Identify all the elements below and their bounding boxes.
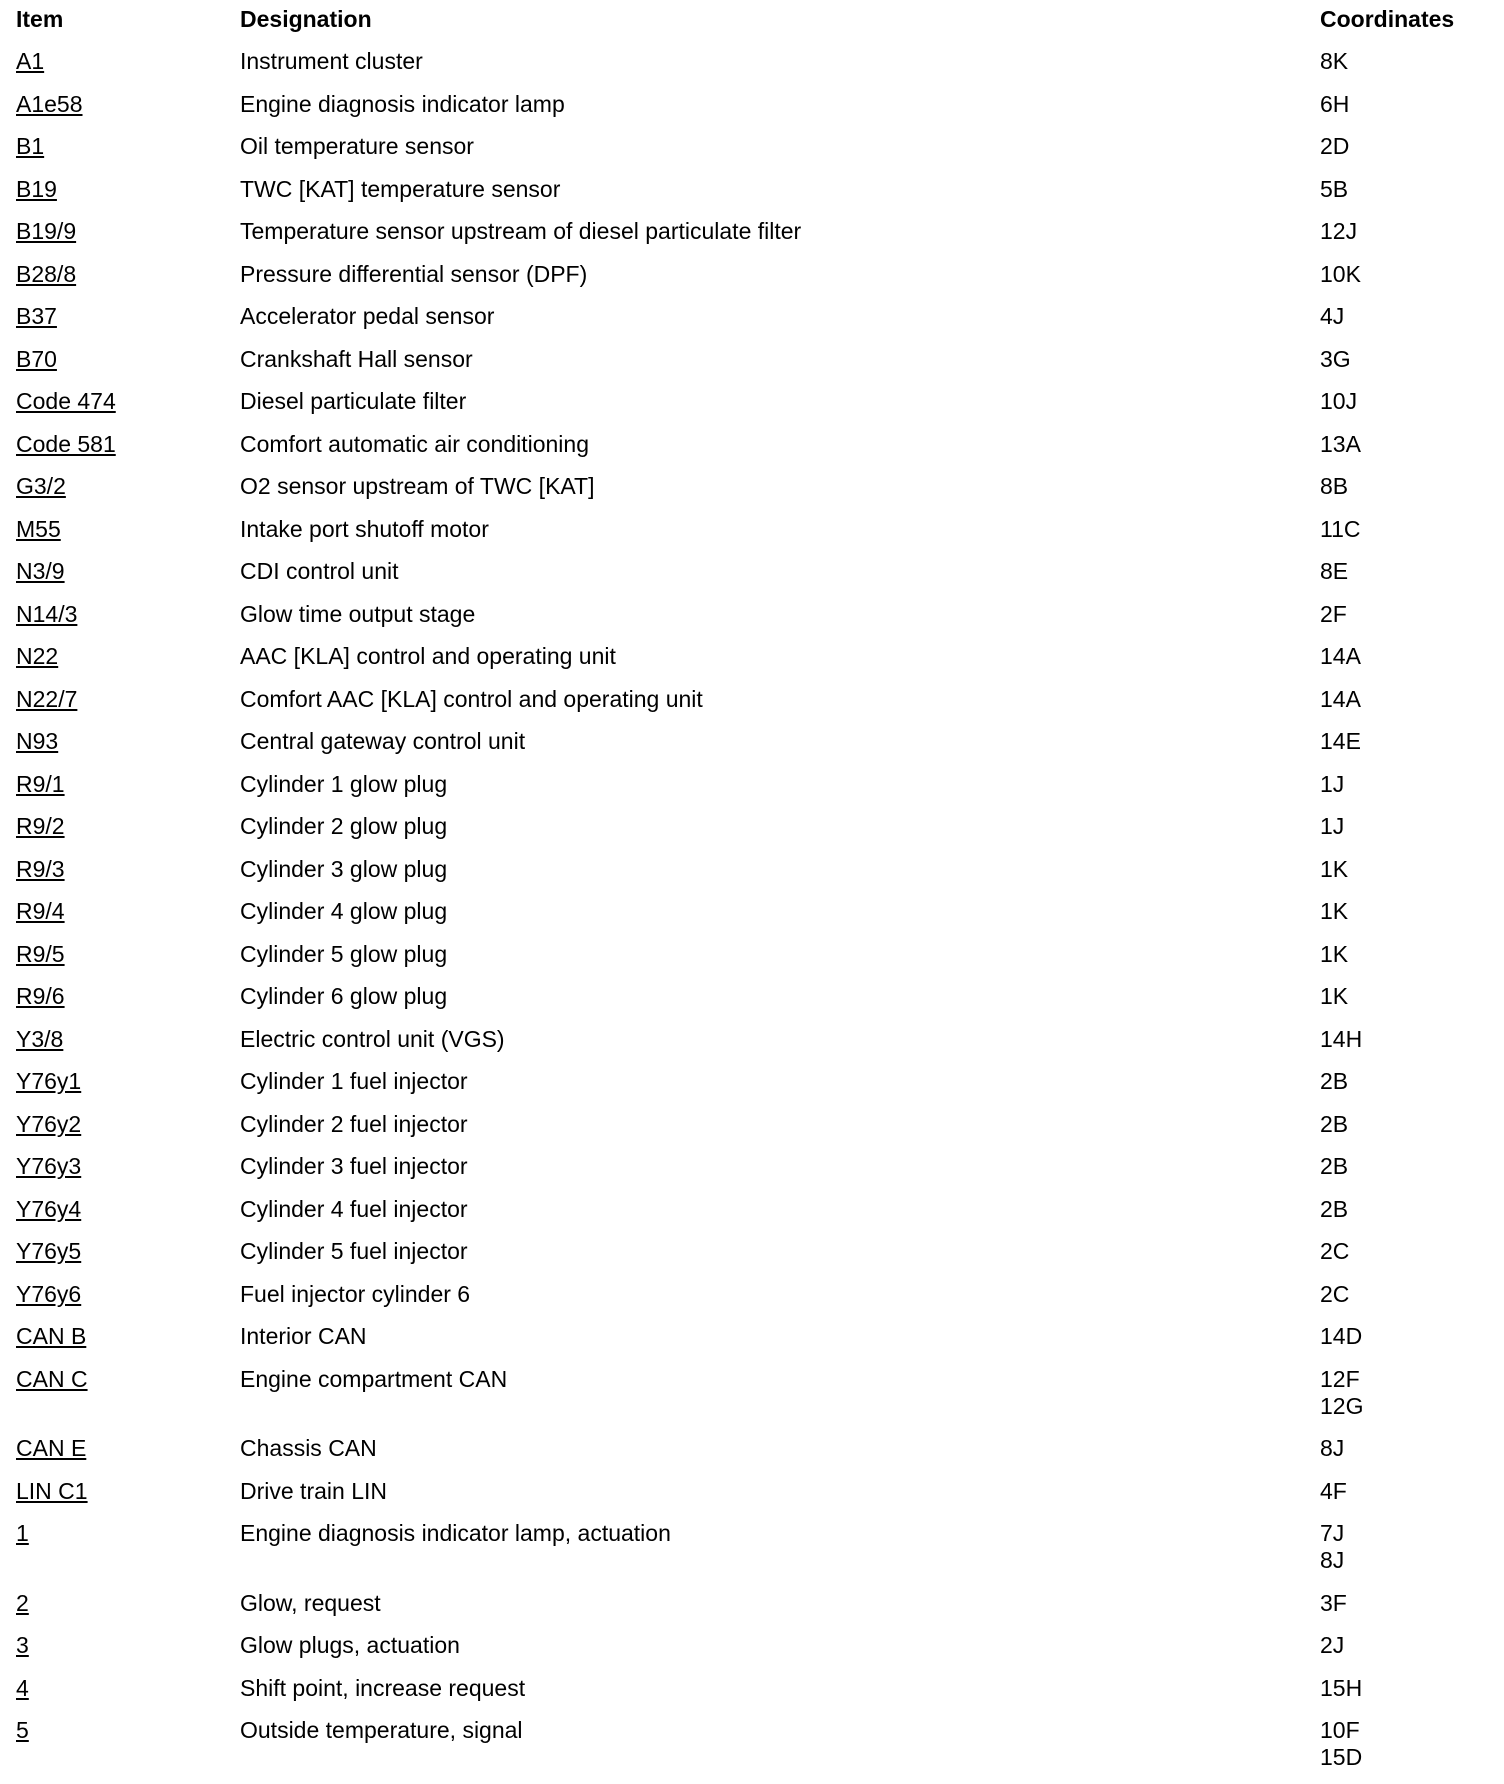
coordinates-cell	[1320, 1590, 1347, 1617]
item-link[interactable]: Y76y5	[16, 1238, 82, 1264]
item-cell	[16, 303, 57, 330]
item-link[interactable]: B19/9	[16, 218, 77, 244]
item-link[interactable]: B19	[16, 176, 57, 202]
item-cell	[16, 1153, 81, 1180]
coordinates-cell	[1320, 346, 1351, 373]
designation-cell: Crankshaft Hall sensor	[240, 346, 473, 372]
designation-cell: Cylinder 2 fuel injector	[240, 1111, 468, 1137]
item-cell	[16, 1435, 86, 1462]
coordinates-cell	[1320, 218, 1357, 245]
item-cell	[16, 1632, 29, 1659]
designation-cell: Outside temperature, signal	[240, 1717, 523, 1743]
designation-cell: Cylinder 3 glow plug	[240, 856, 448, 882]
designation-cell: Comfort AAC [KLA] control and operating unit	[240, 686, 703, 712]
coordinates-cell	[1320, 898, 1348, 925]
coordinates-cell	[1320, 1068, 1348, 1095]
item-cell	[16, 1717, 29, 1744]
coordinate-value: 1K	[1320, 941, 1349, 967]
item-cell	[16, 431, 116, 458]
item-link[interactable]: CAN C	[16, 1366, 88, 1392]
coordinate-value: 1J	[1320, 771, 1345, 797]
item-link[interactable]: R9/2	[16, 813, 65, 839]
item-link[interactable]: Code 474	[16, 388, 116, 414]
coordinates-cell	[1320, 1435, 1344, 1462]
coordinates-cell	[1320, 1366, 1363, 1420]
coordinate-value: 8E	[1320, 558, 1349, 584]
item-cell	[16, 1111, 81, 1138]
coordinates-cell	[1320, 558, 1348, 585]
item-link[interactable]: N3/9	[16, 558, 65, 584]
item-cell	[16, 856, 65, 883]
item-cell	[16, 601, 77, 628]
coordinates-cell	[1320, 813, 1344, 840]
designation-cell: Intake port shutoff motor	[240, 516, 489, 542]
coordinate-value: 1J	[1320, 813, 1345, 839]
item-link[interactable]: M55	[16, 516, 61, 542]
designation-cell: Cylinder 5 fuel injector	[240, 1238, 468, 1264]
coordinate-value: 14D	[1320, 1323, 1363, 1349]
item-link[interactable]: B28/8	[16, 261, 77, 287]
item-link[interactable]: G3/2	[16, 473, 66, 499]
coordinate-value: 14A	[1320, 643, 1361, 669]
coordinates-cell	[1320, 856, 1348, 883]
coordinates-cell	[1320, 1478, 1347, 1505]
item-cell	[16, 388, 116, 415]
coordinate-value: 8J	[1320, 1547, 1345, 1573]
item-cell	[16, 1590, 29, 1617]
item-cell	[16, 1478, 88, 1505]
coordinates-cell	[1320, 1717, 1362, 1771]
item-cell	[16, 1068, 81, 1095]
item-cell	[16, 771, 65, 798]
item-cell	[16, 1026, 63, 1053]
coordinate-value: 14E	[1320, 728, 1361, 754]
designation-cell: Cylinder 4 glow plug	[240, 898, 448, 924]
coordinate-value: 12F	[1320, 1366, 1360, 1392]
coordinate-value: 10F	[1320, 1717, 1360, 1743]
item-link[interactable]: Y76y2	[16, 1111, 82, 1137]
item-cell	[16, 516, 61, 543]
designation-cell: Temperature sensor upstream of diesel particulate filter	[240, 218, 802, 244]
item-link[interactable]: N93	[16, 728, 59, 754]
item-cell	[16, 1238, 81, 1265]
item-link[interactable]: R9/3	[16, 856, 65, 882]
coordinates-cell	[1320, 941, 1348, 968]
item-link[interactable]: Code 581	[16, 431, 116, 457]
designation-cell: Cylinder 6 glow plug	[240, 983, 448, 1009]
coordinates-cell	[1320, 983, 1348, 1010]
item-link[interactable]: A1e58	[16, 91, 83, 117]
column-header-coordinates: Coordinates	[1320, 6, 1455, 32]
item-link[interactable]: B1	[16, 133, 45, 159]
coordinates-cell	[1320, 728, 1361, 755]
coordinates-cell	[1320, 516, 1361, 543]
coordinates-cell	[1320, 601, 1347, 628]
coordinate-value: 3F	[1320, 1590, 1347, 1616]
coordinates-cell	[1320, 771, 1344, 798]
coordinates-cell	[1320, 48, 1348, 75]
coordinates-cell	[1320, 1675, 1362, 1702]
coordinates-cell	[1320, 91, 1349, 118]
item-link[interactable]: N14/3	[16, 601, 78, 627]
coordinates-cell	[1320, 1520, 1344, 1574]
item-cell	[16, 898, 65, 925]
coordinate-value: 2D	[1320, 133, 1350, 159]
designation-cell: TWC [KAT] temperature sensor	[240, 176, 561, 202]
item-link[interactable]: R9/4	[16, 898, 65, 924]
coordinates-cell	[1320, 643, 1361, 670]
designation-cell: Cylinder 2 glow plug	[240, 813, 448, 839]
coordinate-value: 8B	[1320, 473, 1349, 499]
item-link[interactable]: R9/6	[16, 983, 65, 1009]
designation-cell: Fuel injector cylinder 6	[240, 1281, 471, 1307]
coordinate-value: 14H	[1320, 1026, 1363, 1052]
designation-cell: Glow time output stage	[240, 601, 476, 627]
coordinate-value: 12G	[1320, 1393, 1364, 1419]
coordinate-value: 6H	[1320, 91, 1350, 117]
coordinate-value: 2B	[1320, 1153, 1349, 1179]
item-link[interactable]: A1	[16, 48, 45, 74]
coordinates-cell	[1320, 1153, 1348, 1180]
coordinate-value: 3G	[1320, 346, 1351, 372]
designation-cell: Glow, request	[240, 1590, 381, 1616]
designation-cell: Diesel particulate filter	[240, 388, 467, 414]
column-header-item: Item	[16, 6, 64, 32]
coordinates-cell	[1320, 261, 1361, 288]
item-cell	[16, 1520, 29, 1547]
coordinates-cell	[1320, 1281, 1349, 1308]
coordinates-cell	[1320, 1632, 1344, 1659]
item-cell	[16, 941, 65, 968]
item-link[interactable]: N22	[16, 643, 59, 669]
item-link[interactable]: Y76y1	[16, 1068, 82, 1094]
item-link[interactable]: Y76y6	[16, 1281, 82, 1307]
item-link[interactable]: 4	[16, 1675, 29, 1701]
designation-cell: Oil temperature sensor	[240, 133, 474, 159]
item-cell	[16, 983, 65, 1010]
coordinate-value: 13A	[1320, 431, 1361, 457]
coordinate-value: 2F	[1320, 601, 1347, 627]
designation-cell: Cylinder 3 fuel injector	[240, 1153, 468, 1179]
item-link[interactable]: B70	[16, 346, 57, 372]
coordinate-value: 1K	[1320, 856, 1349, 882]
item-cell	[16, 558, 65, 585]
coordinate-value: 8K	[1320, 48, 1349, 74]
coordinates-cell	[1320, 388, 1357, 415]
coordinates-cell	[1320, 686, 1361, 713]
coordinate-value: 12J	[1320, 218, 1358, 244]
designation-cell: Central gateway control unit	[240, 728, 526, 754]
coordinate-value: 2J	[1320, 1632, 1345, 1658]
item-cell	[16, 728, 58, 755]
coordinate-value: 15H	[1320, 1675, 1363, 1701]
coordinates-cell	[1320, 1026, 1362, 1053]
coordinate-value: 7J	[1320, 1520, 1345, 1546]
item-cell	[16, 91, 83, 118]
coordinate-value: 10K	[1320, 261, 1361, 287]
coordinate-value: 1K	[1320, 898, 1349, 924]
designation-cell: Cylinder 1 fuel injector	[240, 1068, 468, 1094]
item-cell	[16, 813, 65, 840]
item-cell	[16, 1675, 29, 1702]
item-cell	[16, 48, 44, 75]
item-cell	[16, 473, 66, 500]
item-link[interactable]: 1	[16, 1520, 29, 1546]
item-link[interactable]: LIN C1	[16, 1478, 88, 1504]
designation-cell: Cylinder 1 glow plug	[240, 771, 448, 797]
designation-cell: Chassis CAN	[240, 1435, 377, 1461]
item-cell	[16, 261, 76, 288]
coordinate-value: 8J	[1320, 1435, 1345, 1461]
coordinates-cell	[1320, 133, 1349, 160]
item-link[interactable]: 3	[16, 1632, 29, 1658]
coordinate-value: 4F	[1320, 1478, 1347, 1504]
coordinate-value: 2C	[1320, 1281, 1350, 1307]
coordinate-value: 4J	[1320, 303, 1345, 329]
item-link[interactable]: B37	[16, 303, 57, 329]
designation-cell: Glow plugs, actuation	[240, 1632, 460, 1658]
item-cell	[16, 686, 77, 713]
item-link[interactable]: N22/7	[16, 686, 78, 712]
item-cell	[16, 176, 57, 203]
coordinates-cell	[1320, 1196, 1348, 1223]
designation-cell: Engine compartment CAN	[240, 1366, 508, 1392]
designation-cell: AAC [KLA] control and operating unit	[240, 643, 616, 669]
item-link[interactable]: 2	[16, 1590, 29, 1616]
item-link[interactable]: CAN E	[16, 1435, 87, 1461]
designation-cell: Drive train LIN	[240, 1478, 387, 1504]
coordinates-cell	[1320, 1238, 1349, 1265]
coordinate-value: 2B	[1320, 1196, 1349, 1222]
designation-cell: Shift point, increase request	[240, 1675, 526, 1701]
item-link[interactable]: Y76y4	[16, 1196, 82, 1222]
item-cell	[16, 643, 58, 670]
item-cell	[16, 218, 76, 245]
item-cell	[16, 346, 57, 373]
coordinate-value: 14A	[1320, 686, 1361, 712]
coordinates-cell	[1320, 431, 1361, 458]
coordinates-cell	[1320, 1323, 1362, 1350]
item-cell	[16, 133, 44, 160]
item-link[interactable]: R9/5	[16, 941, 65, 967]
item-cell	[16, 1366, 88, 1393]
designation-cell: CDI control unit	[240, 558, 399, 584]
item-link[interactable]: R9/1	[16, 771, 65, 797]
coordinates-cell	[1320, 473, 1348, 500]
designation-cell: Engine diagnosis indicator lamp, actuation	[240, 1520, 671, 1546]
designation-cell: Interior CAN	[240, 1323, 367, 1349]
item-link[interactable]: Y76y3	[16, 1153, 82, 1179]
coordinate-value: 5B	[1320, 176, 1349, 202]
item-cell	[16, 1281, 81, 1308]
designation-cell: Engine diagnosis indicator lamp	[240, 91, 565, 117]
designation-cell: Cylinder 5 glow plug	[240, 941, 448, 967]
coordinate-value: 11C	[1320, 516, 1361, 542]
designation-cell: Cylinder 4 fuel injector	[240, 1196, 468, 1222]
coordinates-cell	[1320, 176, 1348, 203]
item-cell	[16, 1323, 86, 1350]
item-cell	[16, 1196, 81, 1223]
designation-cell: O2 sensor upstream of TWC [KAT]	[240, 473, 595, 499]
item-link[interactable]: Y3/8	[16, 1026, 64, 1052]
item-link[interactable]: 5	[16, 1717, 29, 1743]
designation-cell: Instrument cluster	[240, 48, 423, 74]
coordinates-cell	[1320, 1111, 1348, 1138]
item-link[interactable]: CAN B	[16, 1323, 87, 1349]
coordinate-value: 2B	[1320, 1111, 1349, 1137]
coordinate-value: 10J	[1320, 388, 1358, 414]
coordinate-value: 1K	[1320, 983, 1349, 1009]
coordinate-value: 15D	[1320, 1744, 1363, 1770]
column-header-designation: Designation	[240, 6, 372, 32]
coordinates-cell	[1320, 303, 1344, 330]
designation-cell: Electric control unit (VGS)	[240, 1026, 505, 1052]
designation-cell: Pressure differential sensor (DPF)	[240, 261, 588, 287]
designation-cell: Accelerator pedal sensor	[240, 303, 495, 329]
coordinate-value: 2C	[1320, 1238, 1350, 1264]
designation-cell: Comfort automatic air conditioning	[240, 431, 589, 457]
coordinate-value: 2B	[1320, 1068, 1349, 1094]
